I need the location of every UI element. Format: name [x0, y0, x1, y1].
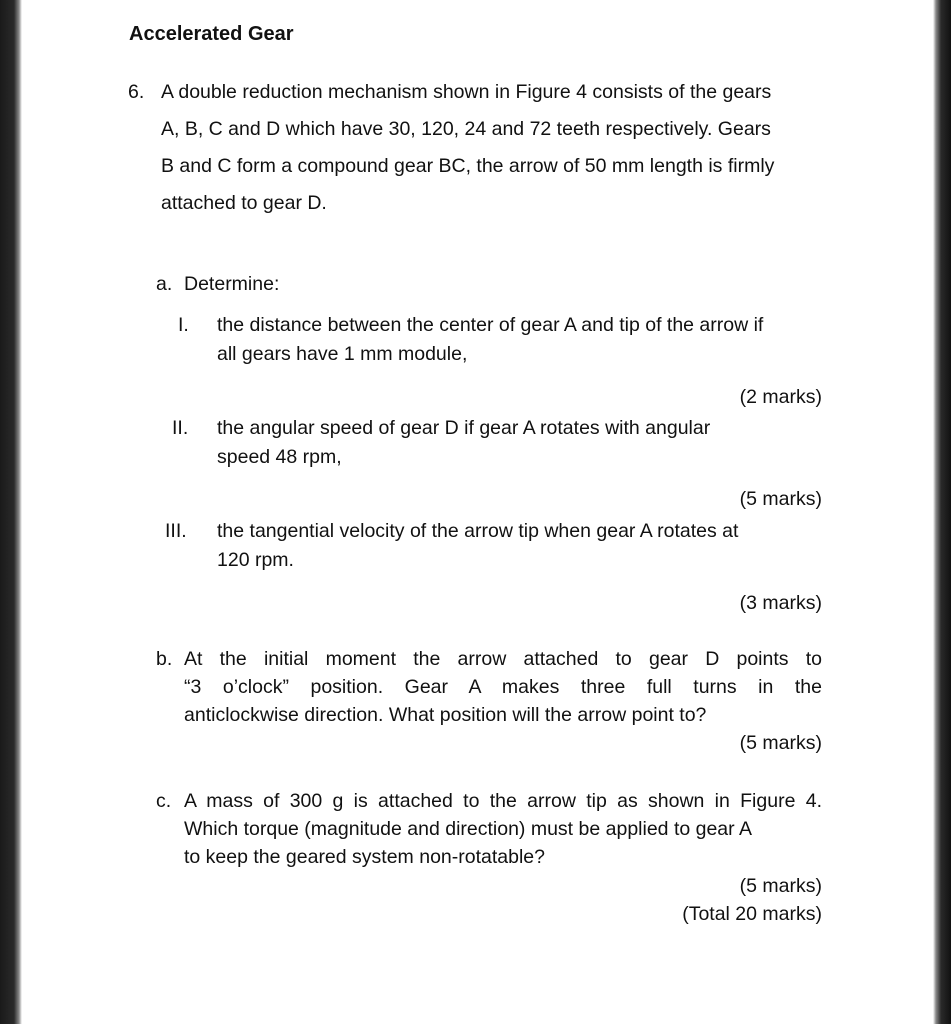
- part-a-item-1-line-1: the distance between the center of gear A and tip of the arrow if: [217, 314, 764, 336]
- question-stem-line-3: B and C form a compound gear BC, the arrow of 50 mm length is firmly: [161, 155, 775, 177]
- part-a-intro: Determine:: [184, 273, 280, 295]
- part-c-line-1: A mass of 300 g is attached to the arrow tip as shown in Figure 4.: [184, 790, 822, 812]
- question-stem-line-1: A double reduction mechanism shown in Figure 4 consists of the gears: [161, 81, 772, 103]
- total-marks: (Total 20 marks): [682, 903, 822, 925]
- part-a-item-1-numeral: I.: [178, 314, 189, 336]
- part-a-label: a.: [156, 273, 173, 295]
- part-a-item-3-line-2: 120 rpm.: [217, 549, 294, 571]
- part-a-item-2-line-1: the angular speed of gear D if gear A rotates with angular: [217, 417, 711, 439]
- part-a-item-3-line-1: the tangential velocity of the arrow tip when gear A rotates at: [217, 520, 739, 542]
- part-c-label: c.: [156, 790, 172, 812]
- part-c-marks: (5 marks): [739, 875, 822, 897]
- part-b-label: b.: [156, 648, 173, 670]
- part-c-line-2: Which torque (magnitude and direction) must be applied to gear A: [184, 818, 752, 840]
- part-a-item-2-line-2: speed 48 rpm,: [217, 446, 342, 468]
- part-b-line-1: At the initial moment the arrow attached to gear D points to: [184, 648, 822, 670]
- part-a-item-3-marks: (3 marks): [739, 592, 822, 614]
- part-a-item-1-marks: (2 marks): [739, 386, 822, 408]
- part-a-item-2-numeral: II.: [172, 417, 189, 439]
- part-c-line-3: to keep the geared system non-rotatable?: [184, 846, 545, 868]
- part-a-item-2-marks: (5 marks): [739, 488, 822, 510]
- part-b-line-2: “3 o’clock” position. Gear A makes three full turns in the: [184, 676, 822, 698]
- part-a-item-1-line-2: all gears have 1 mm module,: [217, 343, 468, 365]
- question-stem-line-4: attached to gear D.: [161, 192, 327, 214]
- page-title: Accelerated Gear: [129, 23, 294, 45]
- part-a-item-3-numeral: III.: [165, 520, 187, 542]
- part-b-line-3: anticlockwise direction. What position will the arrow point to?: [184, 704, 707, 726]
- question-number: 6.: [128, 81, 145, 103]
- question-stem-line-2: A, B, C and D which have 30, 120, 24 and 72 teeth respectively. Gears: [161, 118, 771, 140]
- part-b-marks: (5 marks): [739, 732, 822, 754]
